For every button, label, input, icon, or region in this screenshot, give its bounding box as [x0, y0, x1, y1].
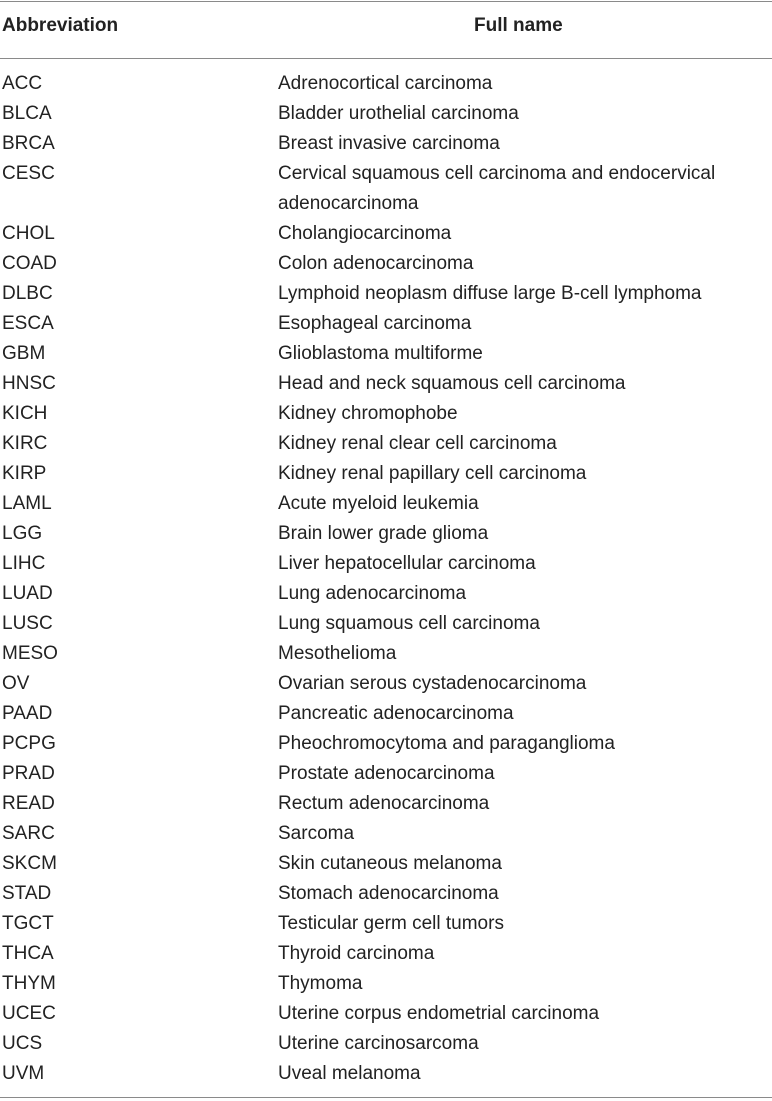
table-row [0, 129, 772, 159]
table-row [0, 969, 772, 999]
cell-abbreviation: LIHC [2, 553, 46, 574]
table-row [0, 279, 772, 309]
cell-full-name: Head and neck squamous cell carcinoma [278, 373, 626, 394]
cell-full-name: Esophageal carcinoma [278, 313, 472, 334]
cell-full-name: Mesothelioma [278, 643, 397, 664]
cell-abbreviation: LGG [2, 523, 43, 544]
cell-abbreviation: DLBC [2, 283, 53, 304]
cell-full-name: Cholangiocarcinoma [278, 223, 452, 244]
cell-abbreviation: CESC [2, 163, 55, 184]
cell-abbreviation: OV [2, 673, 30, 694]
table-row [0, 729, 772, 759]
cell-abbreviation: PCPG [2, 733, 56, 754]
cell-abbreviation: UCEC [2, 1003, 56, 1024]
cell-full-name: Pheochromocytoma and paraganglioma [278, 733, 615, 754]
cell-full-name: Stomach adenocarcinoma [278, 883, 499, 904]
table-row [0, 219, 772, 249]
header-abbreviation: Abbreviation [2, 15, 119, 36]
cell-full-name: Thyroid carcinoma [278, 943, 435, 964]
cell-full-name: Sarcoma [278, 823, 355, 844]
table-row [0, 549, 772, 579]
table-row [0, 69, 772, 99]
cell-full-name: Kidney renal clear cell carcinoma [278, 433, 557, 454]
cell-full-name: Brain lower grade glioma [278, 523, 489, 544]
cell-abbreviation: MESO [2, 643, 58, 664]
table-row [0, 699, 772, 729]
table-row [0, 249, 772, 279]
table-row [0, 159, 772, 219]
table-row [0, 429, 772, 459]
cell-abbreviation: PAAD [2, 703, 53, 724]
table-row [0, 939, 772, 969]
table-row [0, 339, 772, 369]
cell-full-name: Breast invasive carcinoma [278, 133, 500, 154]
header-full-name: Full name [474, 15, 563, 36]
cell-abbreviation: HNSC [2, 373, 56, 394]
cell-abbreviation: CHOL [2, 223, 55, 244]
cell-full-name: Lung squamous cell carcinoma [278, 613, 540, 634]
table-top-rule [0, 1, 772, 2]
cell-abbreviation: STAD [2, 883, 52, 904]
table-row [0, 459, 772, 489]
table-row [0, 609, 772, 639]
table-row [0, 399, 772, 429]
cell-abbreviation: TGCT [2, 913, 54, 934]
cell-abbreviation: SKCM [2, 853, 57, 874]
cell-full-name: Cervical squamous cell carcinoma and endocervical adenocarcinoma [278, 163, 716, 214]
cell-full-name: Prostate adenocarcinoma [278, 763, 495, 784]
cell-full-name: Rectum adenocarcinoma [278, 793, 490, 814]
cell-abbreviation: KIRC [2, 433, 48, 454]
cell-full-name: Lymphoid neoplasm diffuse large B-cell lymphoma [278, 283, 702, 304]
cell-full-name: Colon adenocarcinoma [278, 253, 474, 274]
table-row [0, 369, 772, 399]
table-row [0, 519, 772, 549]
cell-full-name: Testicular germ cell tumors [278, 913, 504, 934]
table-row [0, 759, 772, 789]
table-row [0, 849, 772, 879]
cell-abbreviation: LAML [2, 493, 52, 514]
cell-full-name: Kidney chromophobe [278, 403, 458, 424]
cell-abbreviation: ESCA [2, 313, 54, 334]
cell-full-name: Kidney renal papillary cell carcinoma [278, 463, 587, 484]
cell-abbreviation: LUSC [2, 613, 53, 634]
table-row [0, 309, 772, 339]
cell-full-name: Skin cutaneous melanoma [278, 853, 502, 874]
table-row [0, 789, 772, 819]
cell-full-name: Uterine carcinosarcoma [278, 1033, 479, 1054]
cell-abbreviation: KIRP [2, 463, 47, 484]
cell-full-name: Uveal melanoma [278, 1063, 421, 1084]
cell-abbreviation: COAD [2, 253, 57, 274]
cell-full-name: Glioblastoma multiforme [278, 343, 483, 364]
table-row [0, 579, 772, 609]
cell-full-name: Adrenocortical carcinoma [278, 73, 493, 94]
cell-abbreviation: THYM [2, 973, 56, 994]
cell-full-name: Pancreatic adenocarcinoma [278, 703, 514, 724]
cell-abbreviation: ACC [2, 73, 43, 94]
cell-abbreviation: LUAD [2, 583, 53, 604]
cell-full-name: Lung adenocarcinoma [278, 583, 467, 604]
cell-abbreviation: UCS [2, 1033, 43, 1054]
table-bottom-rule [0, 1097, 772, 1098]
cell-full-name: Uterine corpus endometrial carcinoma [278, 1003, 600, 1024]
table-row [0, 639, 772, 669]
cell-full-name: Thymoma [278, 973, 363, 994]
table-header [0, 15, 772, 43]
cell-full-name: Bladder urothelial carcinoma [278, 103, 519, 124]
cell-abbreviation: READ [2, 793, 55, 814]
table-row [0, 669, 772, 699]
cell-abbreviation: GBM [2, 343, 46, 364]
table-row [0, 99, 772, 129]
cell-abbreviation: BRCA [2, 133, 55, 154]
cell-abbreviation: PRAD [2, 763, 55, 784]
table-row [0, 489, 772, 519]
table-row [0, 1059, 772, 1089]
cell-abbreviation: UVM [2, 1063, 45, 1084]
cell-full-name: Acute myeloid leukemia [278, 493, 479, 514]
table-row [0, 879, 772, 909]
table-row [0, 1029, 772, 1059]
table-row [0, 909, 772, 939]
table-row [0, 999, 772, 1029]
cell-abbreviation: THCA [2, 943, 54, 964]
cell-abbreviation: KICH [2, 403, 48, 424]
cell-abbreviation: SARC [2, 823, 55, 844]
table-header-rule [0, 58, 772, 59]
table-body [0, 69, 772, 1089]
cell-full-name: Liver hepatocellular carcinoma [278, 553, 536, 574]
cell-abbreviation: BLCA [2, 103, 52, 124]
table-row [0, 819, 772, 849]
cell-full-name: Ovarian serous cystadenocarcinoma [278, 673, 587, 694]
